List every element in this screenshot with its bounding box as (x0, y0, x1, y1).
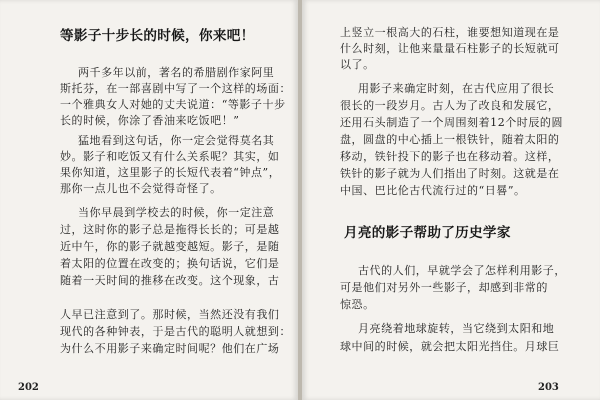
text-line: 长的时候，你涂了香油来吃饭吧！” (60, 114, 240, 127)
text-line: 什么时刻，让他来量量石柱影子的长短就可 (340, 42, 560, 55)
text-line: 一个雅典女人对她的丈夫说道：“等影子十步 (60, 98, 286, 111)
text-line: 移动，铁针投下的影子也在移动着。这样， (340, 150, 560, 163)
text-line: 中国、巴比伦古代流行过的“日晷”。 (340, 184, 526, 197)
text-line: 过，这时你的影子总是拖得长长的；可是越 (60, 223, 280, 236)
page-number: 203 (538, 382, 559, 393)
text-line: 人早已注意到了。那时候，当然还没有我们 (60, 308, 280, 321)
left-page (0, 0, 298, 400)
text-line: 妙。影子和吃饭又有什么关系呢？其实，如 (60, 150, 280, 163)
right-body-text-bottom (302, 0, 600, 400)
text-line: 可是他们对另外一些影子，却感到非常的 (340, 281, 548, 294)
text-line: 两千多年以前，著名的希腊剧作家阿里 (78, 66, 275, 79)
text-line: 随着一天时间的推移在改变。这个现象，古 (60, 274, 280, 287)
text-line: 现代的各种钟表，于是古代的聪明人就想到： (60, 325, 291, 338)
text-line: 以了。 (340, 58, 375, 71)
text-line: 当你早晨到学校去的时候，你一定注意 (78, 206, 275, 219)
text-line: 月亮绕着地球旋转，当它绕到太阳和地 (358, 322, 555, 335)
right-page (302, 0, 600, 400)
left-body-text (0, 0, 298, 400)
text-line: 斯托芬，在一部喜剧中写了一个这样的场面： (60, 82, 291, 95)
text-line: 用影子来确定时刻，在古代应用了很长 (358, 82, 555, 95)
section-heading-shadow-ten-steps: 等影子十步长的时候，你来吧！ (60, 28, 255, 44)
text-line: 铁针的影子就为人们指出了时刻。这就是在 (340, 167, 560, 180)
text-line: 上竖立一根高大的石柱，谁要想知道现在是 (340, 26, 560, 39)
text-line: 果你知道，这里影子的长短代表着“钟点”， (60, 166, 281, 179)
text-line: 为什么不用影子来确定时间呢？他们在广场 (60, 342, 280, 355)
text-line: 近中午，你的影子就越变越短。影子，是随 (60, 240, 280, 253)
text-line: 盘，圆盘的中心插上一根铁针，随着太阳的 (340, 133, 560, 146)
page-number: 202 (18, 382, 39, 393)
text-line: 很长的一段岁月。古人为了改良和发展它， (340, 99, 560, 112)
text-line: 还用石头制造了一个周围刻着12个时辰的圆 (340, 116, 563, 129)
text-line: 着太阳的位置在改变的；换句话说，它们是 (60, 257, 280, 270)
text-line: 惊恐。 (340, 298, 375, 311)
text-line: 古代的人们，早就学会了怎样利用影子， (358, 264, 566, 277)
section-heading-moon-shadow: 月亮的影子帮助了历史学家 (344, 225, 511, 241)
text-line: 球中间的时候，就会把太阳光挡住。月球巨 (340, 340, 560, 353)
text-line: 猛地看到这句话，你一定会觉得莫名其 (78, 134, 275, 147)
text-line: 那你一点儿也不会觉得奇怪了。 (60, 182, 222, 195)
